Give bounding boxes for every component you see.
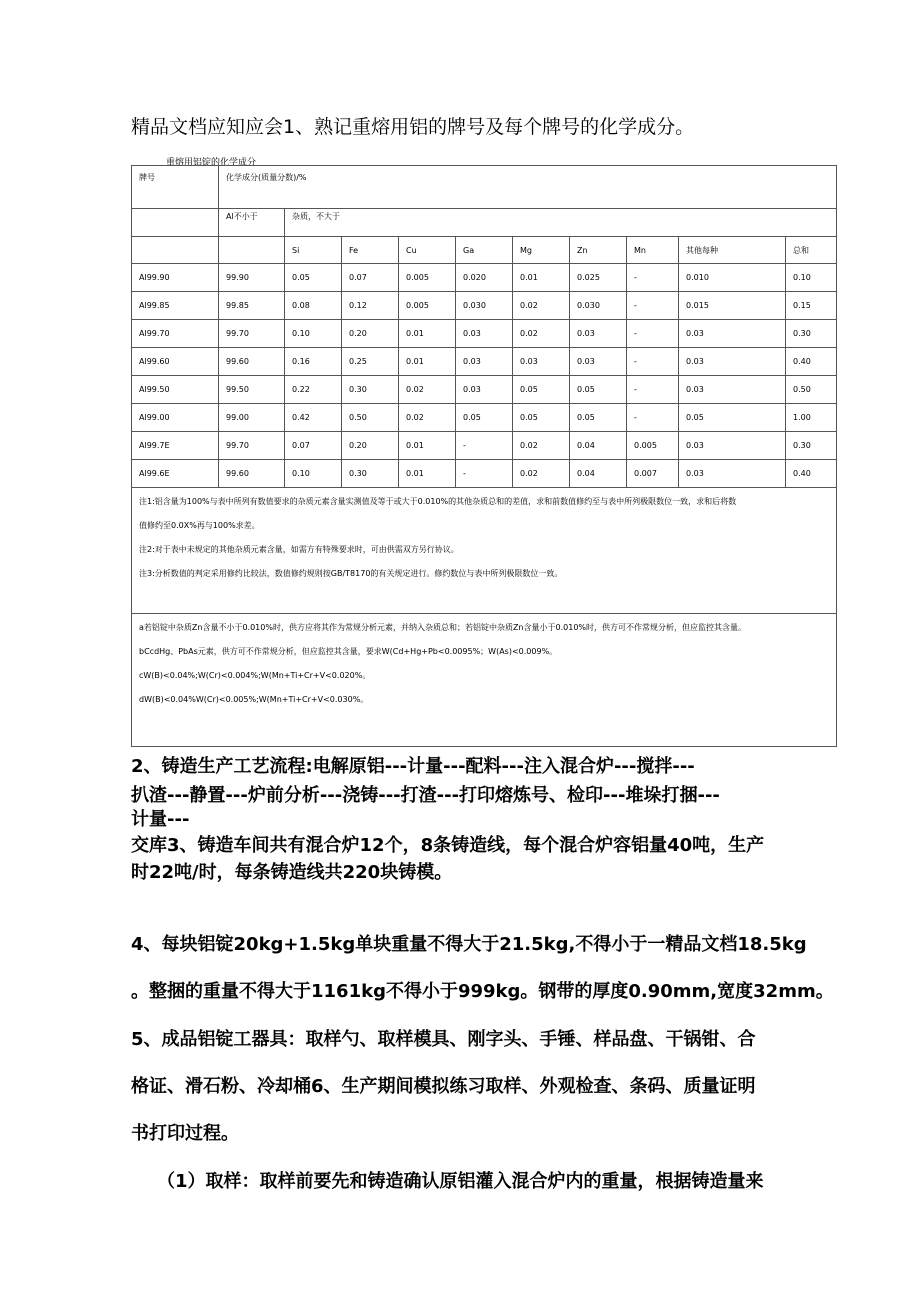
value-cell: 0.020 <box>456 264 513 292</box>
value-cell: 0.03 <box>456 320 513 348</box>
value-cell: 0.08 <box>285 292 342 320</box>
value-cell: - <box>456 460 513 488</box>
al-min-cell: 99.70 <box>219 320 285 348</box>
value-cell: 0.05 <box>570 376 627 404</box>
header-empty <box>132 209 219 237</box>
footnote-b: bCcdHg、PbAs元素，供方可不作常规分析，但应监控其含量，要求W(Cd+Hg+Pb<0.0095%；W(As)<0.009%。 <box>139 647 558 656</box>
col-header: Zn <box>570 237 627 264</box>
value-cell: 0.03 <box>570 320 627 348</box>
value-cell: 0.01 <box>399 432 456 460</box>
value-cell: 1.00 <box>786 404 837 432</box>
col-header: 总和 <box>786 237 837 264</box>
col-header: 其他每种 <box>679 237 786 264</box>
table-row <box>132 320 837 348</box>
value-cell: 0.015 <box>679 292 786 320</box>
footnote-d: dW(B)<0.04%W(Cr)<0.005%;W(Mn+Ti+Cr+V<0.030%。 <box>139 695 369 704</box>
value-cell: 0.12 <box>342 292 399 320</box>
table-row <box>132 292 837 320</box>
value-cell: - <box>627 376 679 404</box>
section-2-line-2: 扒渣---静置---炉前分析---浇铸---打渣---打印熔炼号、检印---堆垛打捆--- <box>131 785 720 806</box>
value-cell: 0.03 <box>456 376 513 404</box>
section-5-line-3: 书打印过程。 <box>131 1123 239 1144</box>
table-row <box>132 264 837 292</box>
value-cell: 0.20 <box>342 320 399 348</box>
value-cell: 0.04 <box>570 460 627 488</box>
value-cell: 0.03 <box>456 348 513 376</box>
al-min-cell: 99.70 <box>219 432 285 460</box>
al-min-cell: 99.60 <box>219 348 285 376</box>
value-cell: 0.03 <box>679 376 786 404</box>
value-cell: - <box>627 292 679 320</box>
grade-cell: Al99.7E <box>132 432 219 460</box>
al-min-cell: 99.90 <box>219 264 285 292</box>
value-cell: 0.15 <box>786 292 837 320</box>
section-4-line-2: 。整捆的重量不得大于1161kg不得小于999kg。钢带的厚度0.90mm,宽度32mm。 <box>131 981 834 1002</box>
value-cell: 0.02 <box>513 432 570 460</box>
value-cell: 0.10 <box>285 460 342 488</box>
value-cell: 0.05 <box>513 404 570 432</box>
value-cell: 0.01 <box>399 348 456 376</box>
value-cell: 0.01 <box>399 320 456 348</box>
al-min-cell: 99.85 <box>219 292 285 320</box>
col-header: Mg <box>513 237 570 264</box>
grade-cell: Al99.70 <box>132 320 219 348</box>
value-cell: 0.10 <box>786 264 837 292</box>
table-row <box>132 460 837 488</box>
table-row <box>132 376 837 404</box>
al-min-cell: 99.60 <box>219 460 285 488</box>
section-2-line-3: 计量--- <box>131 809 190 830</box>
value-cell: 0.005 <box>627 432 679 460</box>
section-3-line-2: 时22吨/时，每条铸造线共220块铸模。 <box>131 862 453 883</box>
value-cell: 0.02 <box>513 292 570 320</box>
note-1b: 值修约至0.0X%再与100%求差。 <box>139 521 260 530</box>
value-cell: 0.03 <box>679 348 786 376</box>
section-6-line-1: （1）取样：取样前要先和铸造确认原铝灌入混合炉内的重量，根据铸造量来 <box>157 1171 764 1192</box>
value-cell: 0.25 <box>342 348 399 376</box>
value-cell: 0.50 <box>786 376 837 404</box>
table-row <box>132 348 837 376</box>
note-1a: 注1:铝含量为100%与表中所列有数值要求的杂质元素含量实测值及等于或大于0.010%的其他杂质总和的差值，求和前数值修约至与表中所列极限数位一致，求和后将数 <box>139 497 737 506</box>
value-cell: 0.40 <box>786 348 837 376</box>
al-min-cell: 99.50 <box>219 376 285 404</box>
footnote-a: a若铝锭中杂质Zn含量不小于0.010%时，供方应将其作为常规分析元素，并纳入杂质总和；若铝锭中杂质Zn含量小于0.010%时，供方可不作常规分析，但应监控其含量。 <box>139 623 747 632</box>
value-cell: 0.01 <box>513 264 570 292</box>
value-cell: 0.025 <box>570 264 627 292</box>
value-cell: 0.42 <box>285 404 342 432</box>
value-cell: 0.02 <box>513 460 570 488</box>
value-cell: 0.20 <box>342 432 399 460</box>
value-cell: 0.02 <box>399 404 456 432</box>
value-cell: 0.01 <box>399 460 456 488</box>
header-al-min: Al不小于 <box>219 209 285 237</box>
grade-cell: Al99.85 <box>132 292 219 320</box>
value-cell: 0.007 <box>627 460 679 488</box>
section-5-line-2: 格证、滑石粉、冷却桶6、生产期间模拟练习取样、外观检查、条码、质量证明 <box>131 1076 756 1097</box>
value-cell: 0.05 <box>456 404 513 432</box>
value-cell: 0.030 <box>570 292 627 320</box>
header-grade: 牌号 <box>132 166 219 209</box>
section-3-line-1: 交库3、铸造车间共有混合炉12个，8条铸造线，每个混合炉容铝量40吨，生产 <box>131 835 765 856</box>
value-cell: - <box>627 264 679 292</box>
value-cell: 0.30 <box>342 460 399 488</box>
table-caption: 重熔用铝锭的化学成分 <box>166 158 257 168</box>
value-cell: 0.10 <box>285 320 342 348</box>
composition-table <box>131 165 837 747</box>
col-header: Fe <box>342 237 399 264</box>
header-empty <box>219 237 285 264</box>
value-cell: 0.03 <box>679 432 786 460</box>
value-cell: 0.30 <box>342 376 399 404</box>
value-cell: 0.030 <box>456 292 513 320</box>
value-cell: 0.05 <box>679 404 786 432</box>
value-cell: 0.005 <box>399 264 456 292</box>
value-cell: - <box>627 404 679 432</box>
section-1-heading: 精品文档应知应会1、熟记重熔用铝的牌号及每个牌号的化学成分。 <box>131 116 695 138</box>
value-cell: 0.07 <box>285 432 342 460</box>
value-cell: 0.03 <box>513 348 570 376</box>
section-2-line-1: 2、铸造生产工艺流程:电解原铝---计量---配料---注入混合炉---搅拌--- <box>131 756 695 777</box>
value-cell: 0.02 <box>513 320 570 348</box>
footnote-c: cW(B)<0.04%;W(Cr)<0.004%;W(Mn+Ti+Cr+V<0.020%。 <box>139 671 371 680</box>
value-cell: 0.05 <box>570 404 627 432</box>
value-cell: 0.30 <box>786 320 837 348</box>
col-header: Mn <box>627 237 679 264</box>
grade-cell: Al99.00 <box>132 404 219 432</box>
value-cell: 0.50 <box>342 404 399 432</box>
table-row <box>132 432 837 460</box>
value-cell: 0.05 <box>285 264 342 292</box>
value-cell: 0.07 <box>342 264 399 292</box>
value-cell: 0.02 <box>399 376 456 404</box>
note-3: 注3:分析数值的判定采用修约比较法，数值修约规则按GB/T8170的有关规定进行。修约数位与表中所列极限数位一致。 <box>139 569 563 578</box>
grade-cell: Al99.90 <box>132 264 219 292</box>
header-chemical-composition: 化学成分(质量分数)/% <box>219 166 837 209</box>
grade-cell: Al99.50 <box>132 376 219 404</box>
value-cell: 0.010 <box>679 264 786 292</box>
section-4-line-1: 4、每块铝锭20kg+1.5kg单块重量不得大于21.5kg,不得小于一精品文档18.5kg <box>131 934 807 955</box>
col-header: Cu <box>399 237 456 264</box>
table-notes <box>132 488 837 614</box>
value-cell: - <box>627 348 679 376</box>
col-header: Ga <box>456 237 513 264</box>
grade-cell: Al99.6E <box>132 460 219 488</box>
value-cell: 0.03 <box>679 320 786 348</box>
table-footnotes <box>132 614 837 747</box>
value-cell: 0.40 <box>786 460 837 488</box>
value-cell: 0.05 <box>513 376 570 404</box>
al-min-cell: 99.00 <box>219 404 285 432</box>
value-cell: 0.03 <box>679 460 786 488</box>
header-impurities: 杂质，不大于 <box>285 209 837 237</box>
value-cell: - <box>456 432 513 460</box>
section-5-line-1: 5、成品铝锭工器具：取样勺、取样模具、刚字头、手锤、样品盘、干锅钳、合 <box>131 1029 756 1050</box>
value-cell: 0.22 <box>285 376 342 404</box>
header-empty <box>132 237 219 264</box>
value-cell: 0.03 <box>570 348 627 376</box>
col-header: Si <box>285 237 342 264</box>
value-cell: 0.30 <box>786 432 837 460</box>
value-cell: 0.16 <box>285 348 342 376</box>
note-2: 注2:对于表中未规定的其他杂质元素含量，如需方有特殊要求时，可由供需双方另行协议。 <box>139 545 459 554</box>
value-cell: - <box>627 320 679 348</box>
table-row <box>132 404 837 432</box>
grade-cell: Al99.60 <box>132 348 219 376</box>
value-cell: 0.005 <box>399 292 456 320</box>
value-cell: 0.04 <box>570 432 627 460</box>
